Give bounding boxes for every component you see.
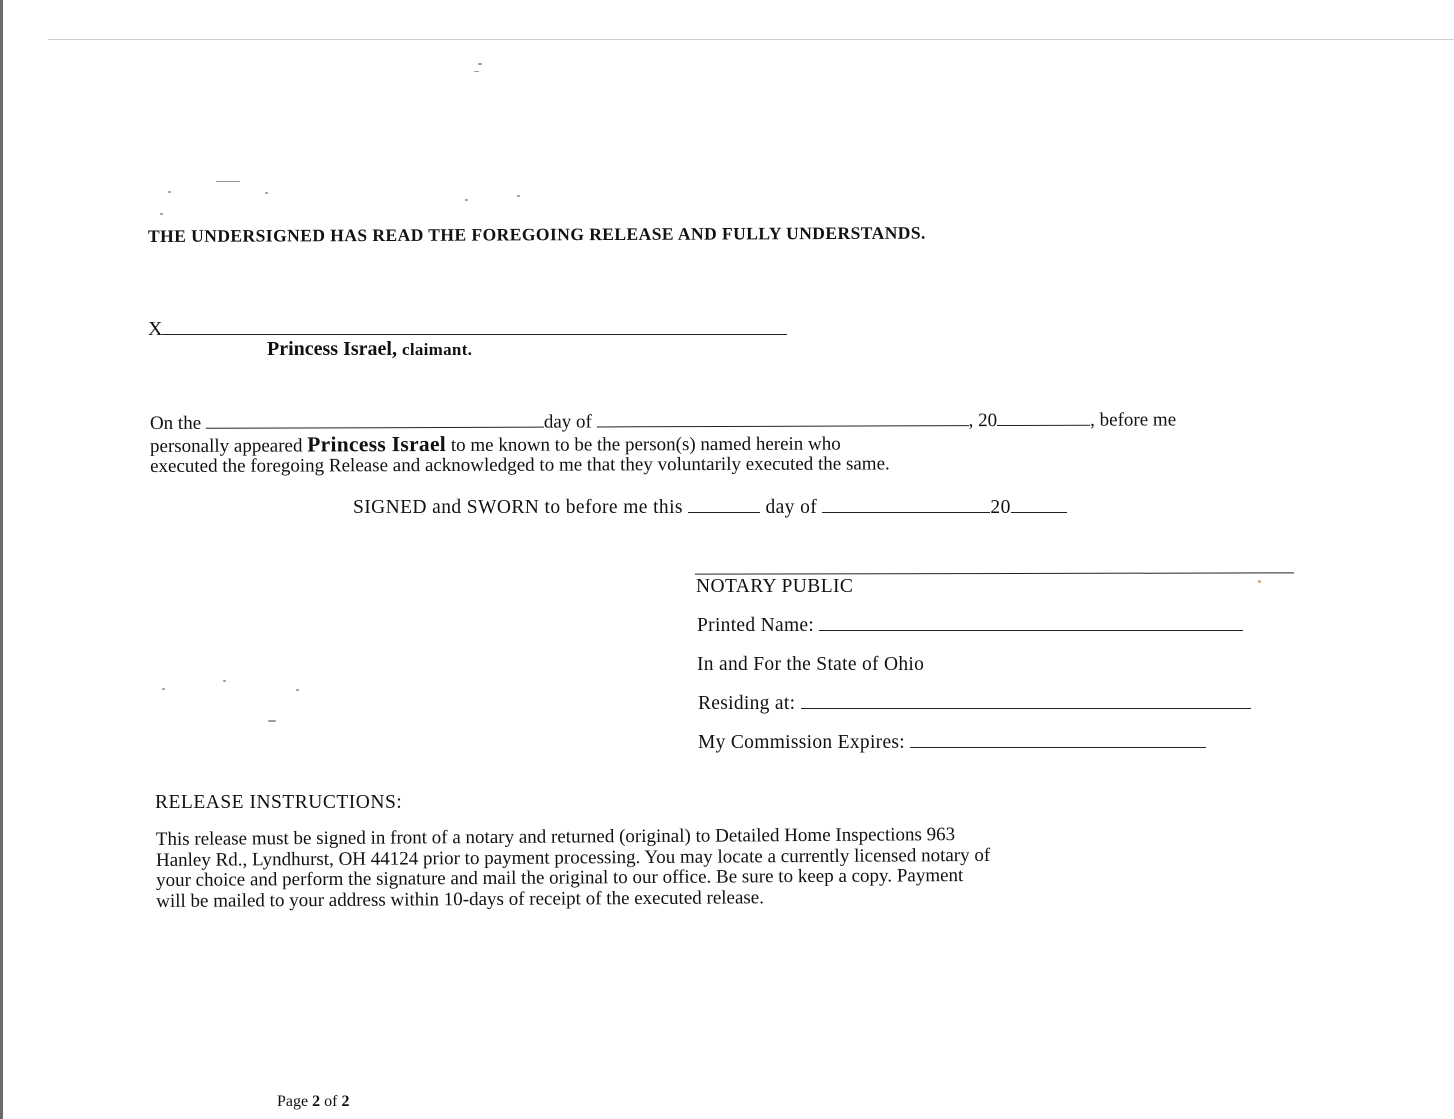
- top-rule: [48, 39, 1454, 40]
- known-to-be-text: to me known to be the person(s) named herein who: [450, 433, 841, 456]
- claimant-signature-line[interactable]: [162, 316, 787, 335]
- scan-speck: [265, 192, 268, 194]
- instructions-line: will be mailed to your address within 10-days of receipt of the executed release.: [156, 886, 765, 912]
- signed-sworn-line: [353, 497, 1067, 519]
- acknowledgment-line-1: [150, 410, 1176, 434]
- on-the-label: On the: [149, 412, 202, 435]
- signature-mark: X: [148, 318, 163, 340]
- year-blank[interactable]: [997, 411, 1090, 426]
- residing-blank[interactable]: [801, 694, 1251, 709]
- instructions-body: [156, 825, 991, 912]
- before-me-label: , before me: [1090, 409, 1177, 431]
- printed-name-row: [697, 615, 1243, 637]
- acknowledgment-line-3: executed the foregoing Release and acknowledged to me that they voluntarily executed the same.: [150, 453, 890, 477]
- printed-name-blank[interactable]: [819, 616, 1243, 631]
- personally-appeared-label: personally appeared: [149, 434, 303, 457]
- scan-speck: [160, 213, 163, 215]
- scan-speck: [474, 71, 479, 72]
- page-total: 2: [341, 1093, 350, 1110]
- sworn-year: 20: [990, 497, 1011, 518]
- scan-speck: [268, 720, 276, 722]
- commission-blank[interactable]: [910, 733, 1206, 748]
- sworn-day-of: day of: [765, 497, 818, 518]
- scan-edge: [0, 0, 3, 1119]
- claimant-role: claimant.: [401, 340, 473, 359]
- sworn-year-blank[interactable]: [1011, 498, 1067, 513]
- page-of-label: of: [324, 1093, 338, 1110]
- instructions-line: This release must be signed in front of a notary and returned (original) to Detailed Home Inspections 963: [155, 824, 956, 851]
- claimant-name: [267, 338, 472, 361]
- scan-speck: [162, 688, 165, 690]
- day-of-label: day of: [543, 411, 592, 433]
- sworn-text: SIGNED and SWORN to before me this: [353, 497, 683, 518]
- appeared-name: Princess Israel: [307, 431, 447, 456]
- notary-state: In and For the State of Ohio: [697, 654, 925, 675]
- residing-row: [698, 693, 1251, 715]
- scan-speck: [223, 680, 226, 682]
- commission-row: [698, 732, 1206, 754]
- page-label: Page: [277, 1093, 309, 1110]
- claimant-name-text: Princess Israel,: [267, 338, 397, 360]
- page-current: 2: [312, 1093, 321, 1110]
- notary-signature-line[interactable]: [695, 572, 1294, 574]
- scan-speck: [216, 181, 240, 182]
- page-number: [277, 1093, 349, 1111]
- day-blank[interactable]: [206, 413, 544, 429]
- sworn-day-blank[interactable]: [688, 498, 760, 513]
- instructions-line: your choice and perform the signature and mail the original to our office. Be sure to keep a copy. Payment: [155, 865, 964, 891]
- month-blank[interactable]: [597, 411, 969, 427]
- commission-label: My Commission Expires:: [698, 732, 906, 753]
- scan-speck: [1258, 580, 1261, 583]
- residing-label: Residing at:: [698, 693, 796, 714]
- scan-speck: [168, 191, 171, 193]
- scan-speck: [517, 195, 520, 197]
- release-heading: THE UNDERSIGNED HAS READ THE FOREGOING RELEASE AND FULLY UNDERSTANDS.: [147, 222, 926, 246]
- year-prefix: , 20: [968, 410, 998, 432]
- acknowledgment-paragraph: [150, 410, 1176, 477]
- scan-speck: [465, 199, 468, 201]
- printed-name-label: Printed Name:: [697, 615, 815, 636]
- instructions-title: RELEASE INSTRUCTIONS:: [155, 792, 403, 813]
- sworn-month-blank[interactable]: [822, 498, 990, 513]
- scan-speck: [296, 689, 299, 691]
- instructions-line: Hanley Rd., Lyndhurst, OH 44124 prior to payment processing. You may locate a currently licensed notary of: [155, 844, 991, 871]
- scan-speck: [478, 63, 482, 65]
- notary-public-title: NOTARY PUBLIC: [696, 576, 854, 597]
